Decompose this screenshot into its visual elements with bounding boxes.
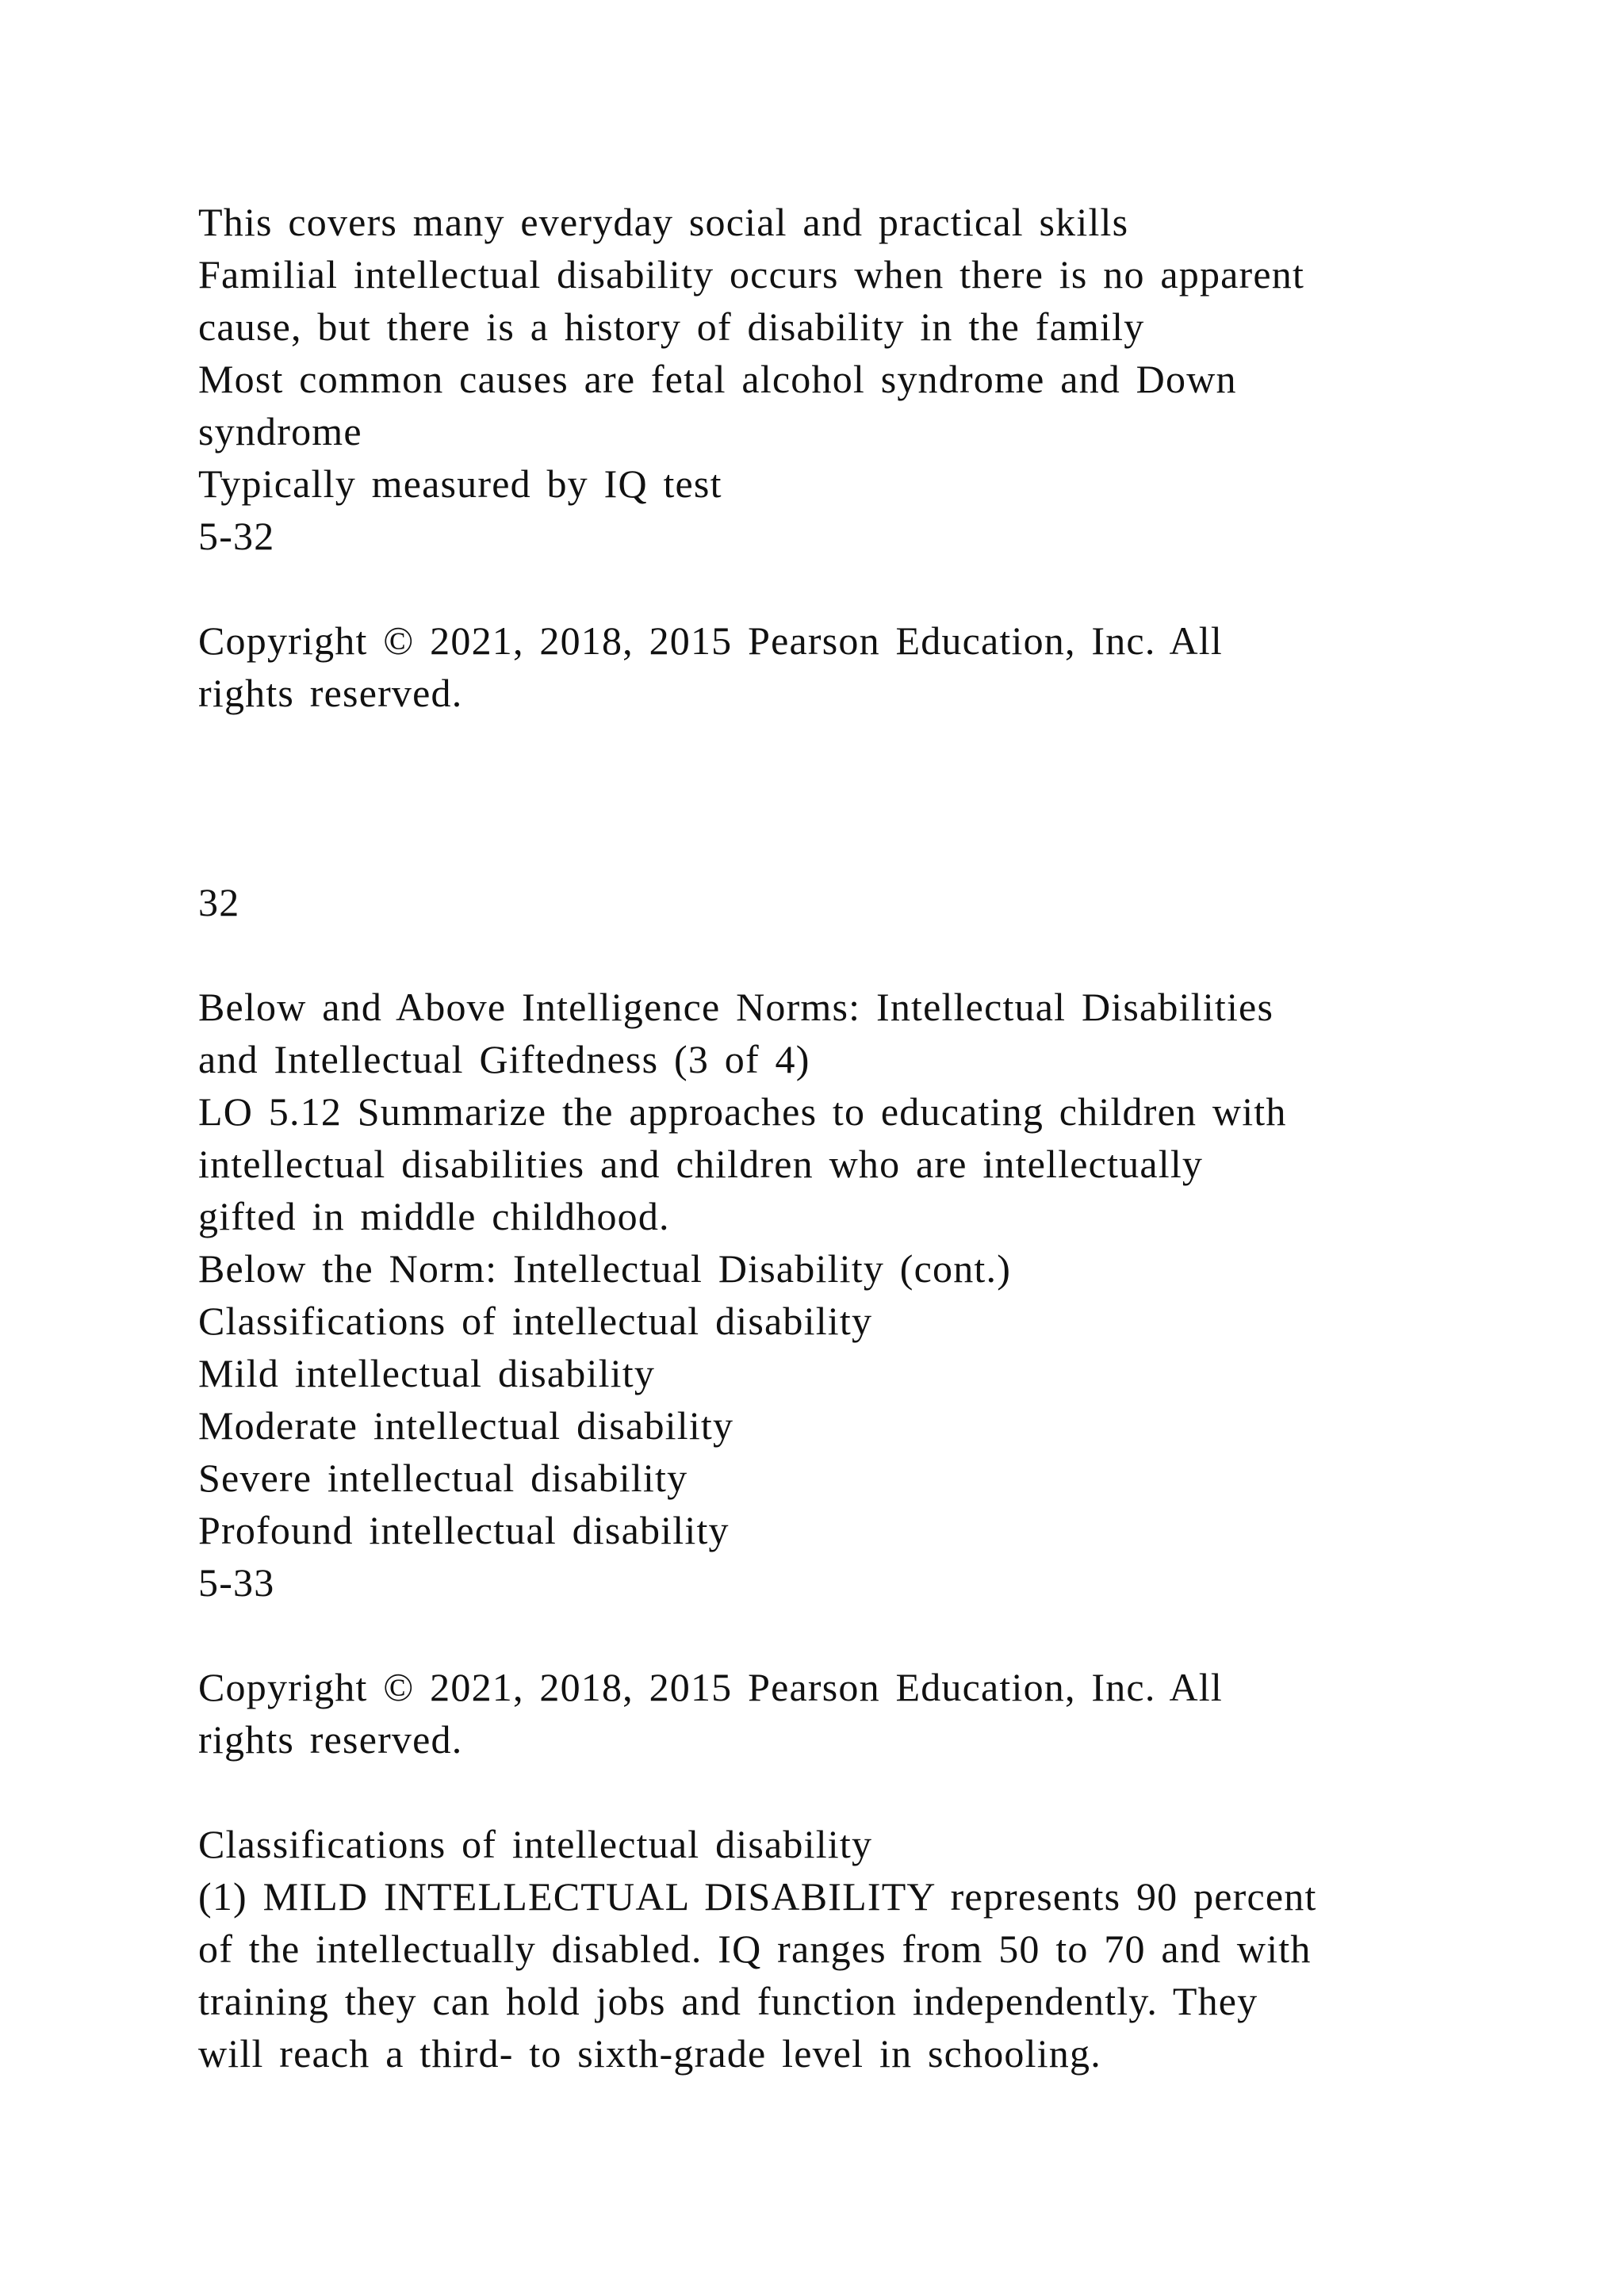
paragraph-line: (1) MILD INTELLECTUAL DISABILITY represents 90 percent: [198, 1874, 1317, 1919]
paragraph-line: of the intellectually disabled. IQ ranges from 50 to 70 and with: [198, 1927, 1312, 1971]
section-title-line: and Intellectual Giftedness (3 of 4): [198, 1037, 810, 1081]
body-text-line: Familial intellectual disability occurs when there is no apparent: [198, 252, 1305, 297]
slide-number: 5-32: [198, 514, 275, 558]
paragraph-line: will reach a third- to sixth-grade level in schooling.: [198, 2031, 1101, 2076]
body-text-line: cause, but there is a history of disability in the family: [198, 304, 1145, 349]
classifications-heading: Classifications of intellectual disability: [198, 1299, 873, 1343]
list-item: Severe intellectual disability: [198, 1456, 688, 1500]
body-text-line: This covers many everyday social and practical skills: [198, 200, 1129, 244]
paragraph-line: training they can hold jobs and function independently. They: [198, 1979, 1258, 2023]
learning-objective-line: gifted in middle childhood.: [198, 1194, 670, 1238]
list-item: Profound intellectual disability: [198, 1508, 730, 1552]
copyright-line: Copyright © 2021, 2018, 2015 Pearson Education, Inc. All: [198, 618, 1223, 663]
body-text-line: Most common causes are fetal alcohol syndrome and Down: [198, 357, 1237, 401]
copyright-line: rights reserved.: [198, 671, 463, 715]
learning-objective-line: intellectual disabilities and children who are intellectually: [198, 1142, 1204, 1186]
body-text-line: syndrome: [198, 409, 362, 453]
slide-number: 5-33: [198, 1560, 275, 1605]
section-heading: Classifications of intellectual disability: [198, 1822, 873, 1866]
page-number: 32: [198, 880, 240, 924]
copyright-line: Copyright © 2021, 2018, 2015 Pearson Education, Inc. All: [198, 1665, 1223, 1709]
section-title-line: Below and Above Intelligence Norms: Intellectual Disabilities: [198, 985, 1274, 1029]
learning-objective-line: LO 5.12 Summarize the approaches to educating children with: [198, 1089, 1287, 1134]
copyright-line: rights reserved.: [198, 1717, 463, 1762]
subheading: Below the Norm: Intellectual Disability (cont.): [198, 1246, 1012, 1291]
body-text-line: Typically measured by IQ test: [198, 461, 722, 506]
list-item: Mild intellectual disability: [198, 1351, 656, 1395]
list-item: Moderate intellectual disability: [198, 1403, 734, 1448]
